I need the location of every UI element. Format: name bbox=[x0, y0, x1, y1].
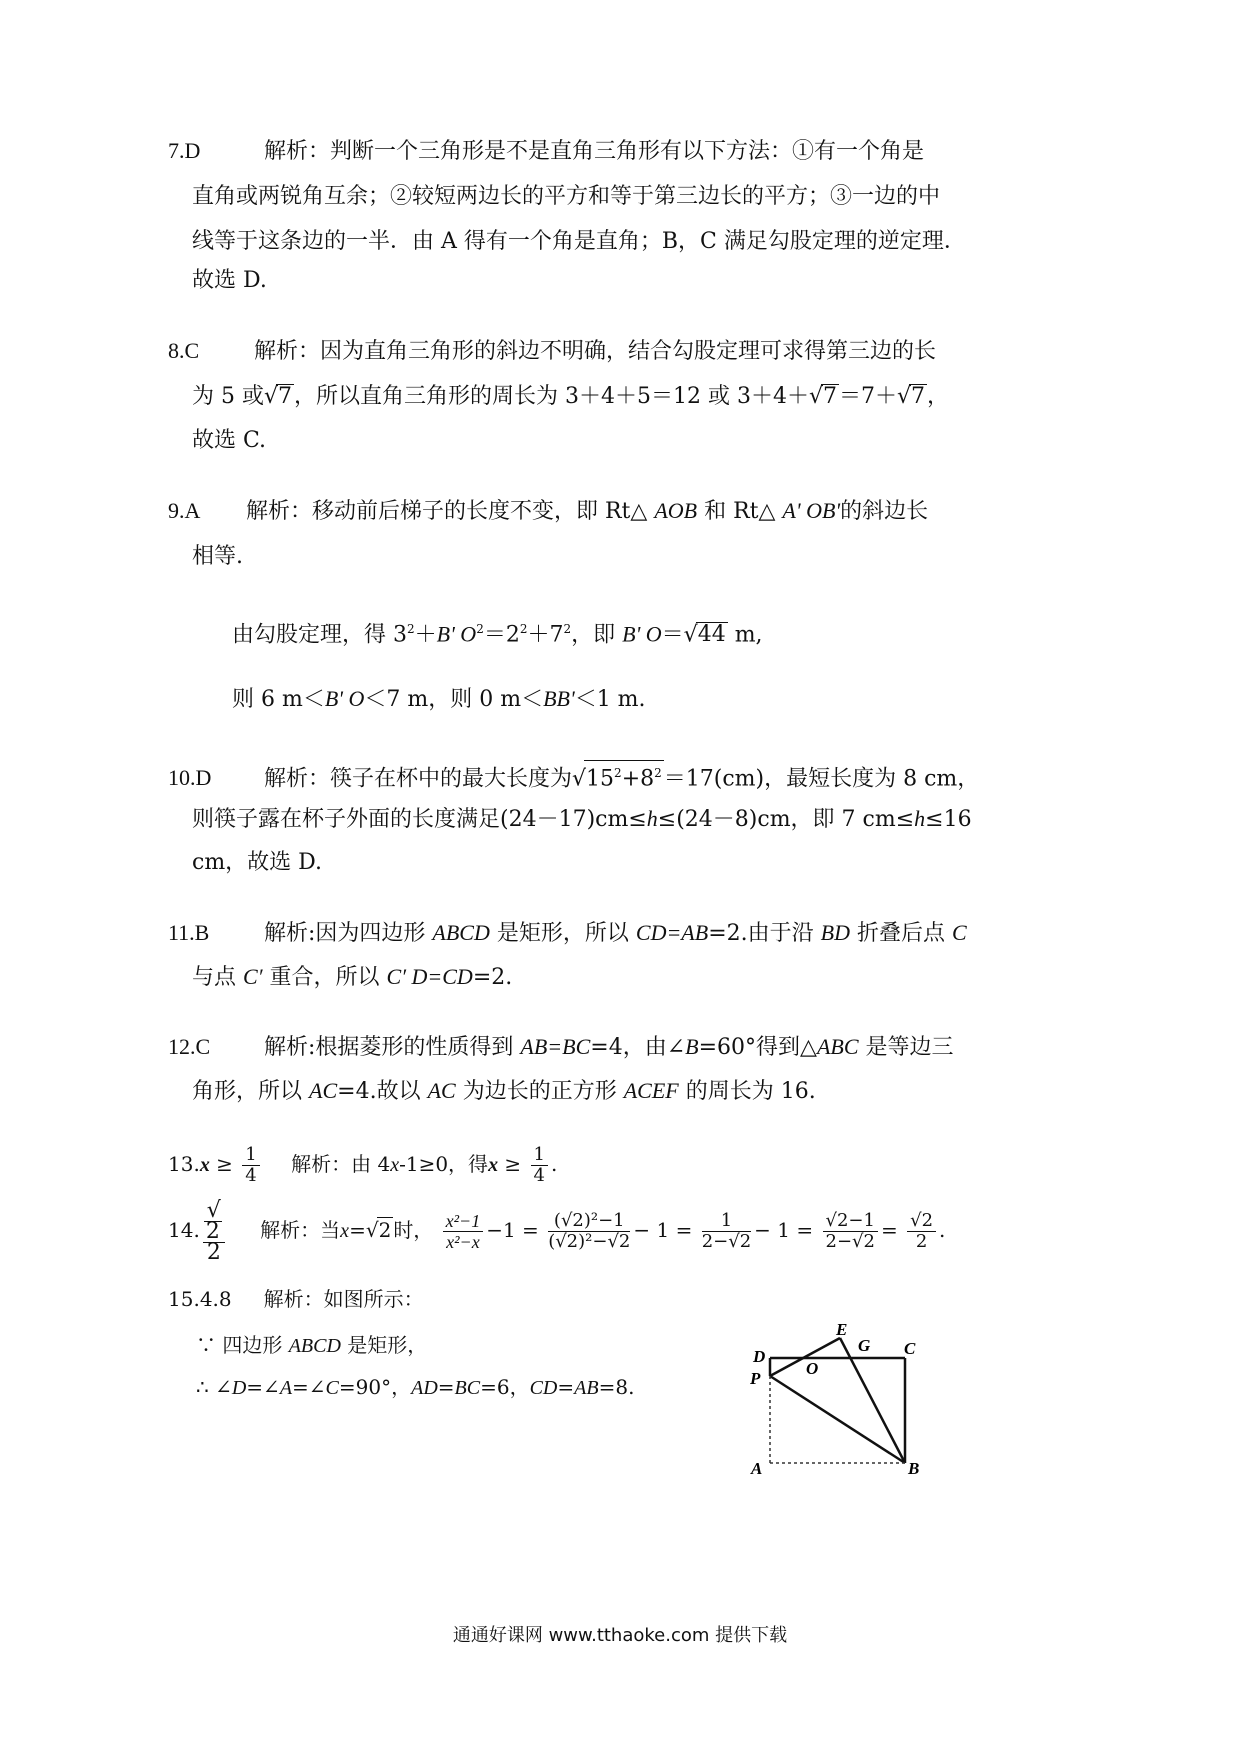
q8-text-1: 解析：因为直角三角形的斜边不明确，结合勾股定理可求得第三边的长 bbox=[254, 339, 937, 364]
q11-line-1: 11.B 解析:因为四边形 ABCD 是矩形，所以 CD=AB=2.由于沿 BD 折叠后点 C bbox=[168, 920, 967, 946]
q7-line-4: 故选 D. bbox=[192, 268, 267, 293]
q11-number: 11.B bbox=[168, 920, 210, 945]
q8-line-2: 为 5 或√7，所以直角三角形的周长为 3＋4＋5＝12 或 3＋4＋√7＝7＋√7， bbox=[192, 384, 950, 409]
label-B: B bbox=[908, 1459, 920, 1478]
label-P: P bbox=[750, 1369, 761, 1388]
q7-line-1 bbox=[168, 136, 924, 167]
footer-watermark: 通通好课网 www.tthaoke.com 提供下载 bbox=[452, 1625, 788, 1646]
q7-line-3: 线等于这条边的一半．由 A 得有一个角是直角；B，C 满足勾股定理的逆定理． bbox=[192, 229, 966, 254]
q15-line-1: 15.4.8 解析：如图所示： bbox=[168, 1287, 424, 1311]
q7-text-1: 解析：判断一个三角形是不是直角三角形有以下方法：①有一个角是 bbox=[264, 139, 925, 164]
q13-line-1: 13.x ≥ $\frac{1}{4}$ 解析：由 4x-1≥0，得x ≥ $\frac{1}{4}$ . bbox=[168, 1144, 558, 1186]
q9-line-3: 由勾股定理，得 $3^2+B'$ $O^2=2^2+7^2$，即 B' O＝√44 m, bbox=[232, 621, 763, 648]
q7-line-2: 直角或两锐角互余；②较短两边长的平方和等于第三边长的平方；③一边的中 bbox=[192, 184, 941, 209]
rectangle-fold-figure bbox=[740, 1318, 940, 1478]
q9-line-4: 则 6 m＜B' O＜7 m，则 0 m＜BB'＜1 m. bbox=[232, 686, 646, 712]
q10-number: 10.D bbox=[168, 765, 212, 791]
q14-line-1: 14. √ 2 2 解析：当x=√2 时， $\frac{\text{x²−1}}{\text{x²−x}}$ −1 = $\frac{\text{(√2)²−1}}{\text{(√2)²−√2}}$ − 1 = $\frac{1}{2-√2}$ − 1 = $\frac{√2-1}{2-√2}$ = $\frac{√2}{2}$ . bbox=[168, 1197, 946, 1265]
label-A: A bbox=[751, 1459, 763, 1478]
label-O: O bbox=[806, 1359, 819, 1378]
label-D: D bbox=[753, 1347, 766, 1366]
label-E: E bbox=[836, 1320, 848, 1339]
q9-line-2: 相等. bbox=[192, 544, 243, 569]
q15-number: 15. bbox=[168, 1287, 200, 1311]
q10-line-1: 10.D 解析：筷子在杯中的最大长度为$√15^2+8^2=17(cm)$，最短长度为 8 cm， bbox=[168, 760, 979, 794]
q15-line-2: ∵ 四边形 ABCD 是矩形， bbox=[196, 1333, 428, 1357]
q9-number: 9.A bbox=[168, 498, 201, 523]
q9-line-1: 9.A 解析：移动前后梯子的长度不变，即 Rt△ AOB 和 Rt△ A' OB'的斜边长 bbox=[168, 498, 929, 524]
q12-line-2: 角形，所以 AC=4.故以 AC 为边长的正方形 ACEF 的周长为 16. bbox=[192, 1078, 816, 1104]
q13-number: 13. bbox=[168, 1152, 200, 1176]
q12-number: 12.C bbox=[168, 1034, 211, 1059]
q8-number: 8.C bbox=[168, 338, 200, 363]
q12-line-1: 12.C 解析:根据菱形的性质得到 AB=BC=4，由∠B=60°得到△ABC 是等边三 bbox=[168, 1034, 954, 1060]
label-C: C bbox=[904, 1339, 916, 1358]
q11-line-2: 与点 C′ 重合，所以 C′ D=CD=2. bbox=[192, 964, 513, 990]
q15-line-3: ∴ ∠D=∠A=∠C=90°，AD=BC=6，CD=AB=8. bbox=[196, 1375, 635, 1399]
q7-number: 7.D bbox=[168, 138, 201, 163]
q8-line-3: 故选 C. bbox=[192, 428, 267, 453]
label-G: G bbox=[858, 1336, 871, 1355]
q10-line-3: cm，故选 D. bbox=[192, 850, 323, 875]
q10-line-2: 则筷子露在杯子外面的长度满足(24－17)cm≤h≤(24－8)cm，即 7 cm≤h≤16 bbox=[192, 806, 972, 832]
q15-answer: 4.8 bbox=[199, 1287, 232, 1311]
q8-line-1 bbox=[168, 336, 936, 367]
q14-number: 14. bbox=[168, 1218, 200, 1242]
